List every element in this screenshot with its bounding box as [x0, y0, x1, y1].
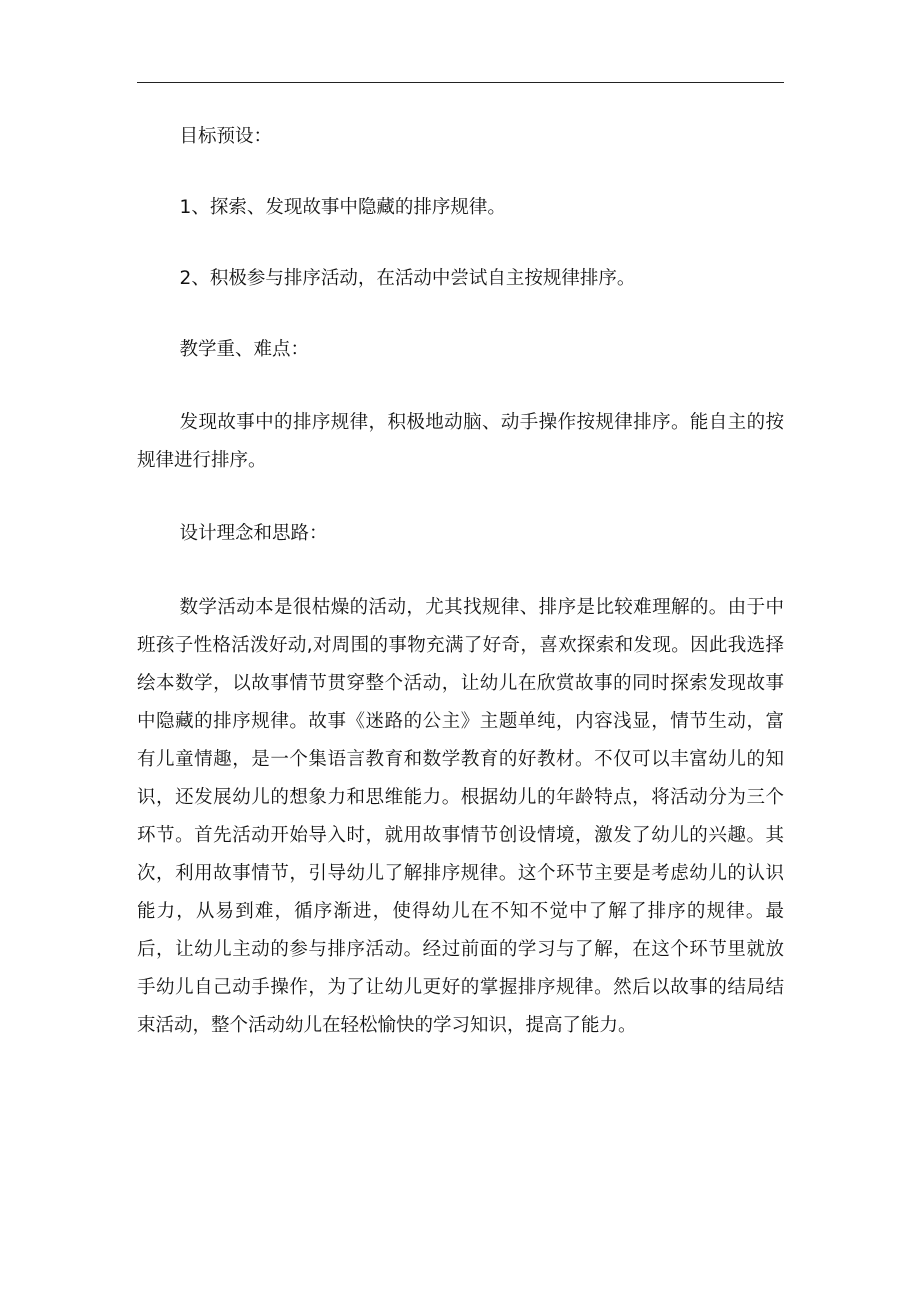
goals-heading: 目标预设： [179, 126, 273, 147]
goal-item-1: 1、探索、发现故事中隐藏的排序规律。 [179, 197, 506, 218]
design-text: 数学活动本是很枯燥的活动，尤其找规律、排序是比较难理解的。由于中班孩子性格活泼好动,对周围的事物充满了好奇，喜欢探索和发现。因此我选择绘本数学，以故事情节贯穿整个活动，让幼儿在欣赏故事的同时探索发现故事中隐藏的排序规律。故事《迷路的公主》主题单纯，内容浅显，情节生动，富有儿童情趣，是一个集语言教育和数学教育的好教材。不仅可以丰富幼儿的知识，还发展幼儿的想象力和思维能力。根据幼儿的年龄特点，将活动分为三个环节。首先活动开始导入时，就用故事情节创设情境，激发了幼儿的兴趣。其次，利用故事情节，引导幼儿了解排序规律。这个环节主要是考虑幼儿的认识能力，从易到难，循序渐进，使得幼儿在不知不觉中了解了排序的规律。最后，让幼儿主动的参与排序活动。经过前面的学习与了解，在这个环节里就放手幼儿自己动手操作，为了让幼儿更好的掌握排序规律。然后以故事的结局结束活动，整个活动幼儿在轻松愉快的学习知识，提高了能力。 [137, 597, 784, 1036]
goal-item-2: 2、积极参与排序活动，在活动中尝试自主按规律排序。 [179, 268, 636, 289]
focus-heading: 教学重、难点： [179, 339, 310, 360]
design-heading: 设计理念和思路： [179, 523, 328, 544]
focus-text: 发现故事中的排序规律，积极地动脑、动手操作按规律排序。能自主的按规律进行排序。 [137, 412, 784, 471]
header-rule [137, 82, 784, 83]
document-body [137, 118, 784, 1045]
